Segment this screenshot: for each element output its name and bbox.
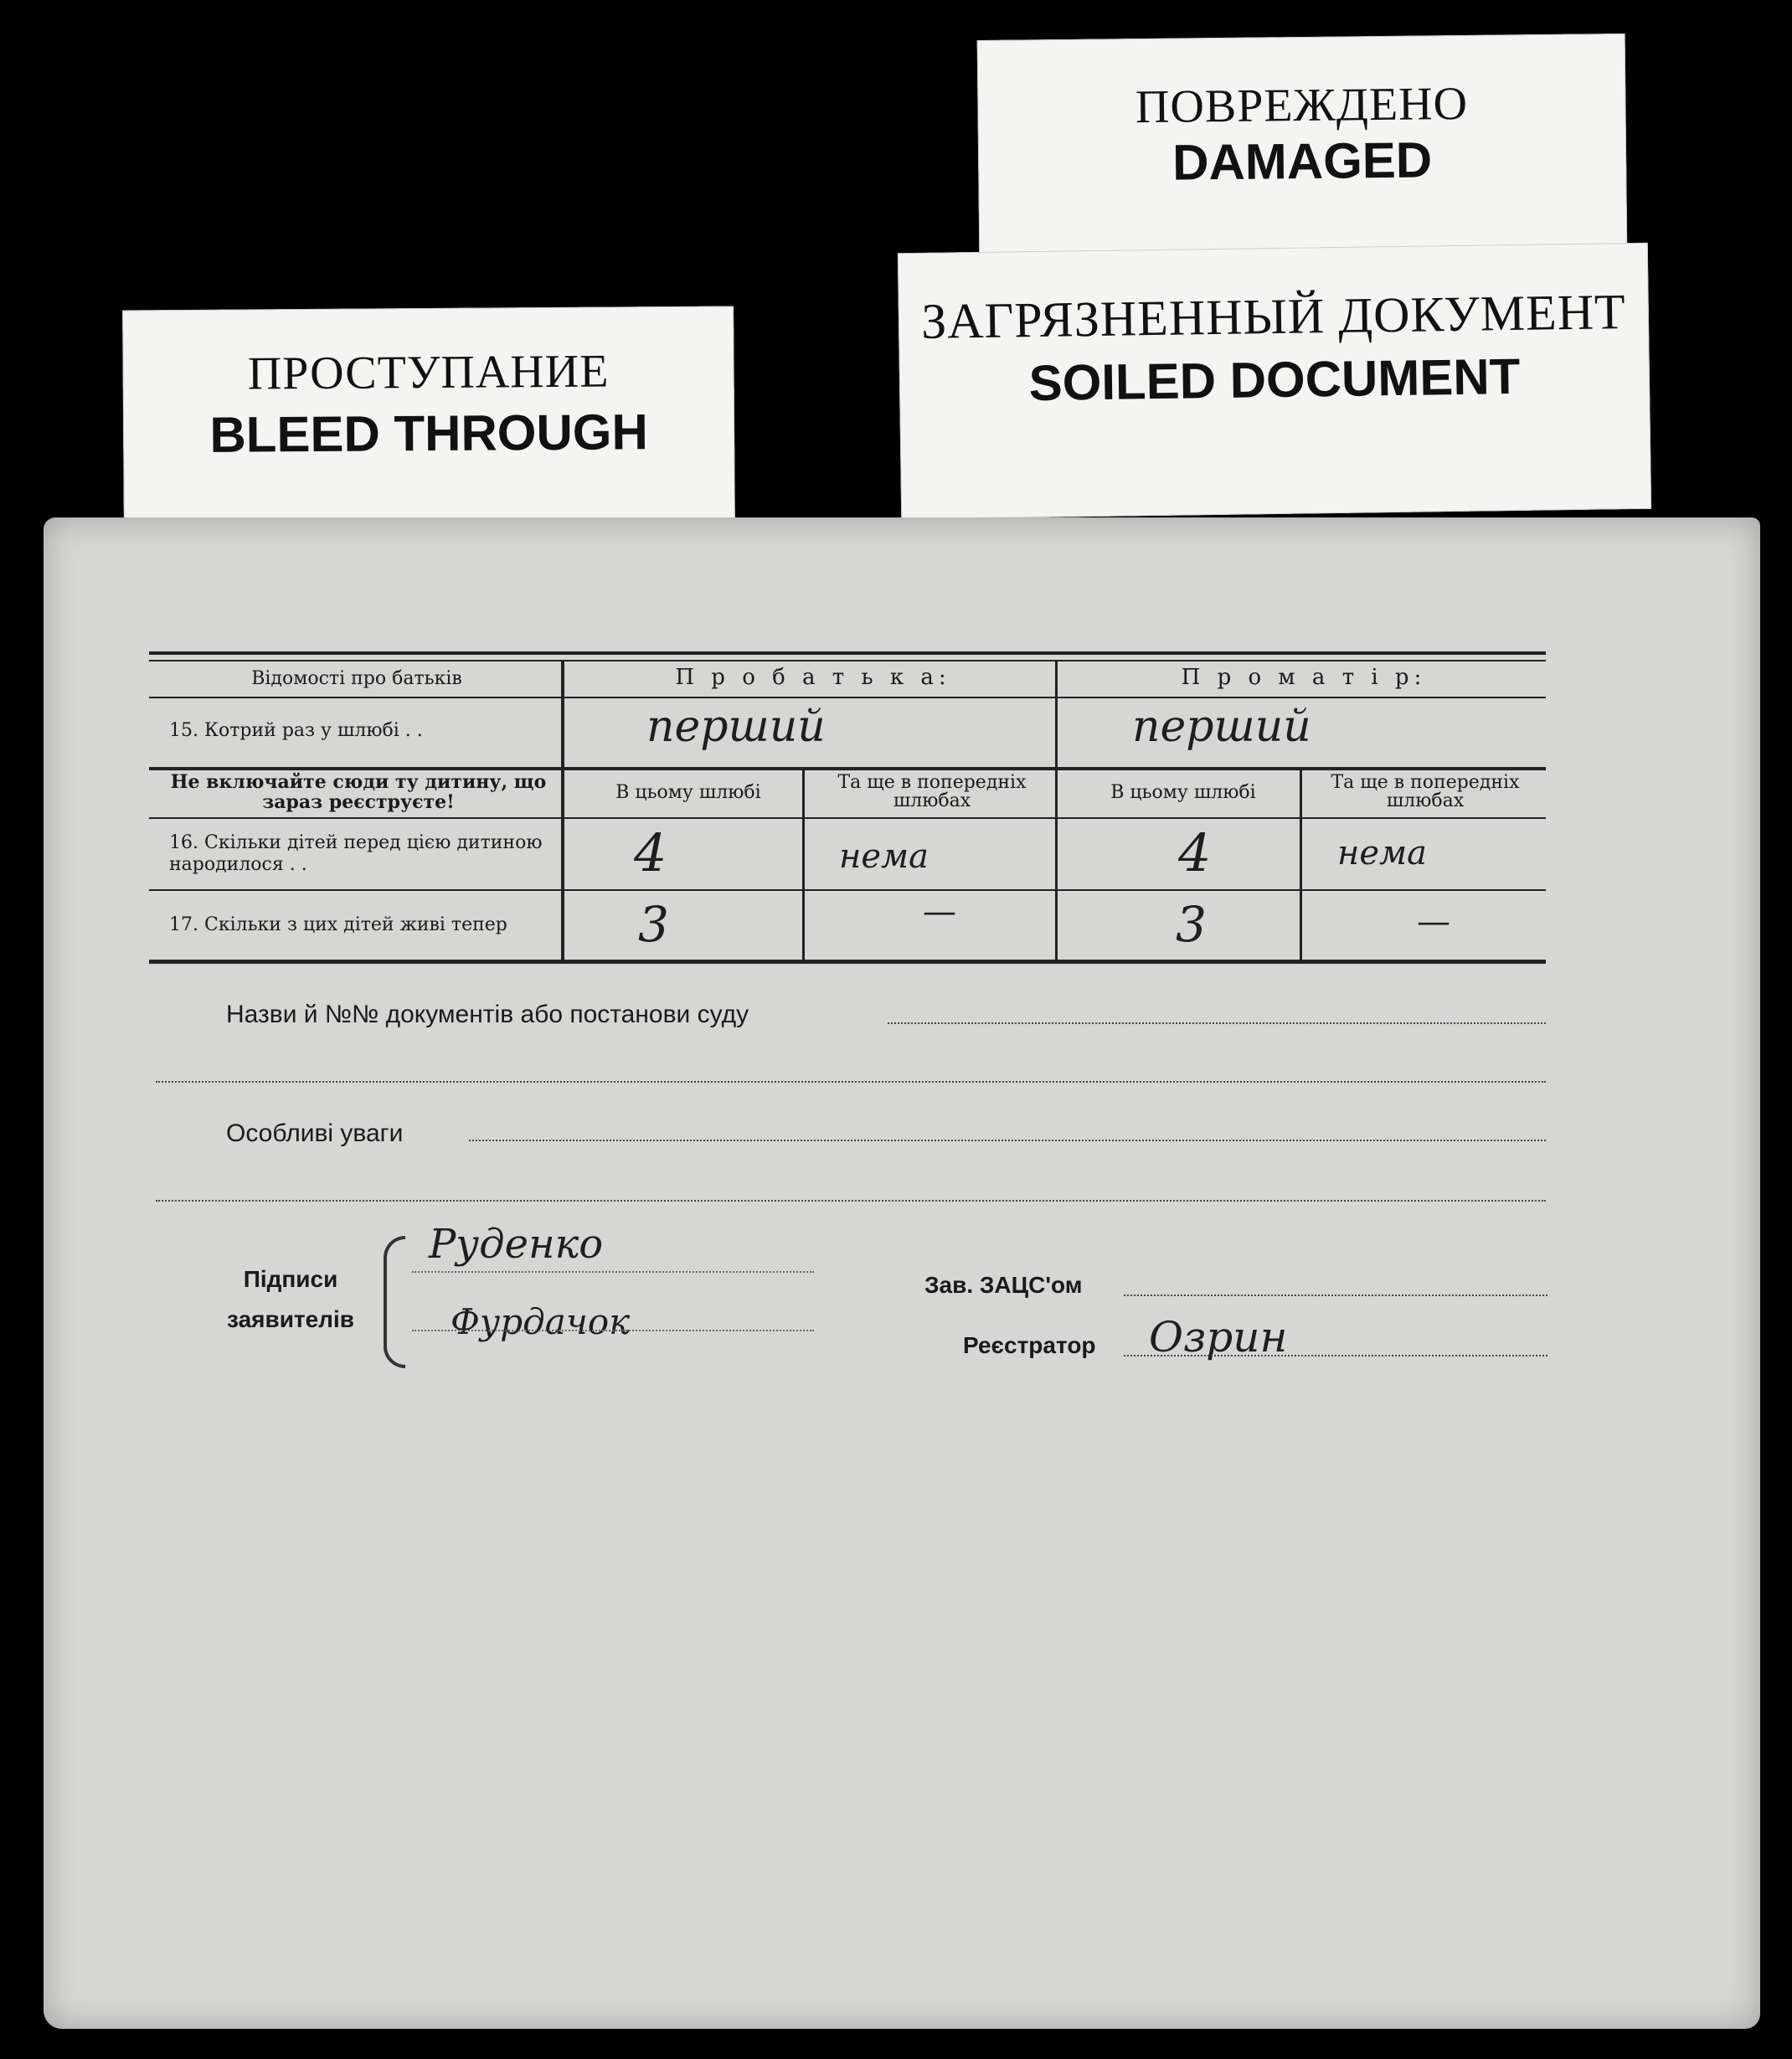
document-page [44,517,1760,2029]
signatures-label: Підписи заявителів [227,1266,354,1332]
row17-mother-previous: — [1417,903,1450,941]
remarks-label: Особливі уваги [226,1120,404,1147]
row16-mother-previous: нема [1337,834,1428,873]
table-bottom-rule [149,960,1546,964]
exclude-child-note: Не включайте сюди ту дитину, що зараз реєструєте! [170,771,547,813]
signature-line-2 [412,1330,814,1331]
remarks-line [469,1140,1546,1141]
row17-father-previous: — [923,893,956,931]
header-father: П р о б а т ь к а: [675,665,951,690]
row15-rule [149,767,1546,770]
applicant-signature-1: Руденко [429,1221,604,1268]
father-this-marriage-header: В цьому шлюбі [615,782,761,803]
row15-father-value: перший [646,702,826,752]
row16-father-previous: нема [839,837,929,876]
row17-label: 17. Скільки з цих дітей живі тепер [169,914,507,935]
damaged-label-ru: ПОВРЕЖДЕНО [1135,77,1469,134]
remarks-line-2 [156,1200,1546,1202]
row17-father-this: 3 [638,896,669,953]
father-previous-marriages-header: Та ще в попередніх шлюбах [837,772,1027,811]
mother-this-marriage-header: В цьому шлюбі [1110,782,1256,803]
damaged-card [977,33,1628,260]
col-divider-1 [561,661,564,963]
registrar-line [1124,1355,1547,1356]
row16-mother-this: 4 [1178,822,1212,883]
row16-label: 16. Скільки дітей перед цією дитиною народилося . . [169,832,543,875]
row15-label: 15. Котрий раз у шлюбі . . [169,720,423,741]
row15-mother-value: перший [1132,702,1311,752]
row17-mother-this: 3 [1176,896,1207,953]
table-top-rule-2 [149,660,1546,661]
bleed-label-en: BLEED THROUGH [209,404,649,463]
table-top-rule [149,651,1546,655]
bleed-label-ru: ПРОСТУПАНИЕ [247,345,610,400]
header-parents-info: Відомості про батьків [251,668,462,689]
col-divider-3 [802,770,805,963]
soiled-label-en: SOILED DOCUMENT [1028,347,1521,412]
head-of-registry-label: Зав. ЗАЦС'ом [924,1272,1083,1298]
signature-line-1 [412,1271,814,1273]
applicant-signature-2: Фурдачок [451,1301,631,1342]
soiled-label-ru: ЗАГРЯЗНЕННЫЙ ДОКУМЕНТ [920,284,1627,349]
header-rule [149,697,1546,698]
head-of-registry-line [1124,1295,1547,1296]
row16-father-this: 4 [634,822,667,883]
soiled-card [898,243,1651,519]
damaged-label-en: DAMAGED [1171,131,1433,191]
row16-rule [149,889,1546,891]
subheader-rule [149,817,1546,819]
col-divider-2 [1055,661,1058,963]
bleed-through-card [122,306,735,529]
documents-line [888,1022,1546,1024]
registrar-label: Реєстратор [963,1332,1096,1358]
documents-label: Назви й №№ документів або постанови суду [226,1001,749,1028]
registrar-signature: Озрин [1149,1313,1288,1362]
signatures-brace [384,1236,405,1368]
col-divider-4 [1300,770,1302,963]
header-mother: П р о м а т і р: [1181,665,1427,690]
mother-previous-marriages-header: Та ще в попередніх шлюбах [1331,772,1520,811]
documents-line-2 [156,1081,1546,1083]
